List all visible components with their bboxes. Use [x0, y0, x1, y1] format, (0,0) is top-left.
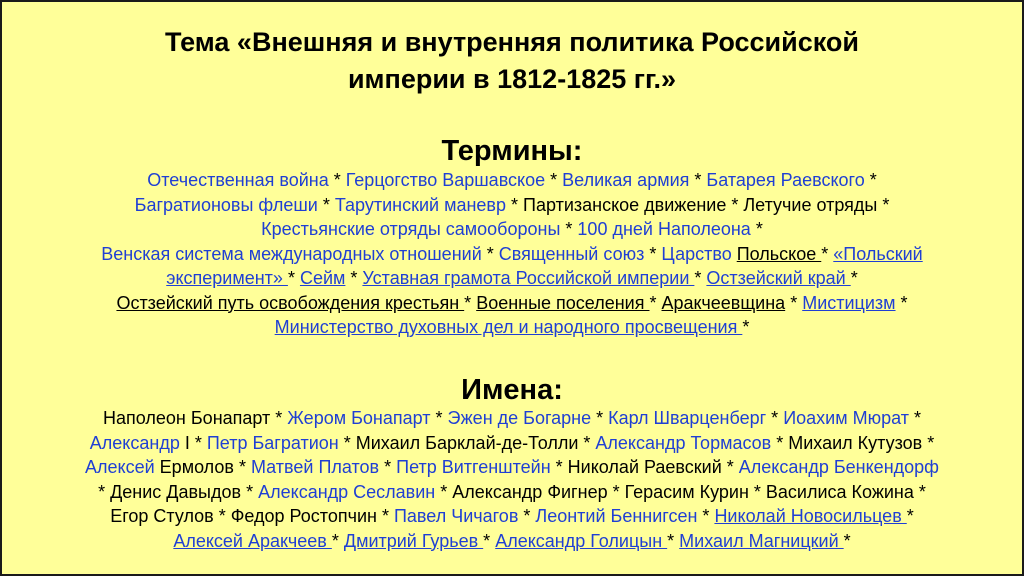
highlighted-item: Александр Сеславин [258, 481, 436, 502]
link-item[interactable]: Польское [736, 243, 822, 264]
highlighted-item: Священный союз [498, 243, 645, 264]
plain-text: * [483, 530, 496, 551]
title-line-2: империи в 1812-1825 гг.» [347, 64, 677, 94]
plain-text: * [821, 243, 834, 264]
plain-text: * [345, 268, 363, 288]
plain-text: * [697, 506, 715, 526]
plain-text: Ермолов * [159, 457, 251, 477]
plain-text: * Александр Фигнер * Герасим Курин * Василиса Кожина * [435, 481, 926, 502]
highlighted-item: Матвей Платов [250, 457, 380, 477]
slide-title [42, 24, 982, 98]
plain-text: * [518, 506, 536, 526]
text-line [8, 315, 1016, 340]
plain-text: * [843, 530, 851, 551]
text-line [8, 193, 1016, 218]
plain-text: * [481, 243, 499, 264]
plain-text: * [430, 408, 448, 428]
link-item[interactable]: Мистицизм [802, 292, 896, 313]
text-line [8, 168, 1016, 193]
highlighted-item: Багратионовы флеши [134, 194, 318, 215]
plain-text: Егор Стулов * Федор Ростопчин * [110, 506, 394, 526]
text-line [8, 529, 1016, 554]
link-item[interactable]: Александр Голицын [495, 530, 668, 551]
text-line [8, 217, 1016, 242]
highlighted-item: Герцогство Варшавское [345, 170, 546, 190]
highlighted-item: Отечественная война [147, 170, 329, 190]
plain-text: * [750, 219, 763, 239]
text-line [8, 480, 1016, 505]
plain-text: * [464, 292, 477, 313]
highlighted-item: Карл Шварценберг [608, 408, 767, 428]
link-item[interactable]: Алексей Аракчеев [173, 530, 332, 551]
highlighted-item: Алексей [85, 457, 160, 477]
text-line [8, 406, 1016, 431]
highlighted-item: Великая армия [562, 170, 690, 190]
plain-text: * [864, 170, 877, 190]
highlighted-item: Крестьянские отряды самообороны [261, 219, 561, 239]
highlighted-item: Иоахим Мюрат [783, 408, 909, 428]
highlighted-item: Петр Багратион [206, 432, 339, 453]
plain-text: * [742, 317, 750, 337]
plain-text: * Михаил Кутузов * [771, 432, 935, 453]
link-item[interactable]: Министерство духовных дел и народного просвещения [274, 317, 743, 337]
highlighted-item: Тарутинский маневр [334, 194, 506, 215]
highlighted-item: Батарея Раевского [706, 170, 865, 190]
text-line [8, 291, 1016, 316]
plain-text: * [895, 292, 908, 313]
highlighted-item: Петр Витгенштейн [396, 457, 551, 477]
highlighted-item: Александр Бенкендорф [738, 457, 939, 477]
terms-heading: Термины: [441, 135, 583, 167]
plain-text: * [850, 268, 858, 288]
plain-text: * [591, 408, 609, 428]
plain-text: * [689, 170, 707, 190]
plain-text: * [287, 268, 300, 288]
link-item[interactable]: эксперимент» [166, 268, 288, 288]
plain-text: * Денис Давыдов * [98, 481, 259, 502]
link-item[interactable]: Остзейский край [706, 268, 851, 288]
plain-text: * [906, 506, 914, 526]
link-item[interactable]: Остзейский путь освобождения крестьян [116, 292, 465, 313]
plain-text: * Николай Раевский * [550, 457, 739, 477]
text-line [8, 455, 1016, 480]
plain-text: * [667, 530, 680, 551]
plain-text: * [644, 243, 662, 264]
link-item[interactable]: Николай Новосильцев [714, 506, 907, 526]
plain-text: * [317, 194, 335, 215]
highlighted-item: Павел Чичагов [393, 506, 519, 526]
title-line-1: Тема «Внешняя и внутренняя политика Российской [164, 27, 859, 57]
link-item[interactable]: «Польский [833, 243, 923, 264]
plain-text: * [379, 457, 397, 477]
plain-text: * [785, 292, 803, 313]
text-line [8, 266, 1016, 291]
link-item[interactable]: Уставная грамота Российской империи [362, 268, 695, 288]
plain-text: * [328, 170, 346, 190]
highlighted-item: Леонтий Беннигсен [535, 506, 698, 526]
link-item[interactable]: Сейм [299, 268, 346, 288]
highlighted-item: 100 дней Наполеона [577, 219, 751, 239]
plain-text: * Партизанское движение * Летучие отряды * [506, 194, 890, 215]
plain-text: Наполеон Бонапарт * [103, 408, 288, 428]
text-line [8, 242, 1016, 267]
names-heading: Имена: [461, 374, 563, 406]
terms-list [8, 168, 1016, 340]
plain-text: I * [184, 432, 207, 453]
plain-text: * [908, 408, 921, 428]
link-item[interactable]: Михаил Магницкий [679, 530, 844, 551]
highlighted-item: Царство [661, 243, 737, 264]
plain-text: * Михаил Барклай-де-Толли * [338, 432, 596, 453]
link-item[interactable]: Военные поселения [476, 292, 650, 313]
link-item[interactable]: Аракчеевщина [661, 292, 786, 313]
plain-text: * [766, 408, 784, 428]
text-line [8, 504, 1016, 529]
plain-text: * [649, 292, 662, 313]
names-list [8, 406, 1016, 553]
highlighted-item: Александр [89, 432, 185, 453]
highlighted-item: Александр Тормасов [595, 432, 772, 453]
plain-text: * [560, 219, 578, 239]
text-line [8, 431, 1016, 456]
highlighted-item: Жером Бонапарт [287, 408, 431, 428]
plain-text: * [694, 268, 707, 288]
plain-text: * [331, 530, 344, 551]
plain-text: * [545, 170, 563, 190]
link-item[interactable]: Дмитрий Гурьев [343, 530, 484, 551]
highlighted-item: Венская система международных отношений [101, 243, 482, 264]
highlighted-item: Эжен де Богарне [447, 408, 592, 428]
